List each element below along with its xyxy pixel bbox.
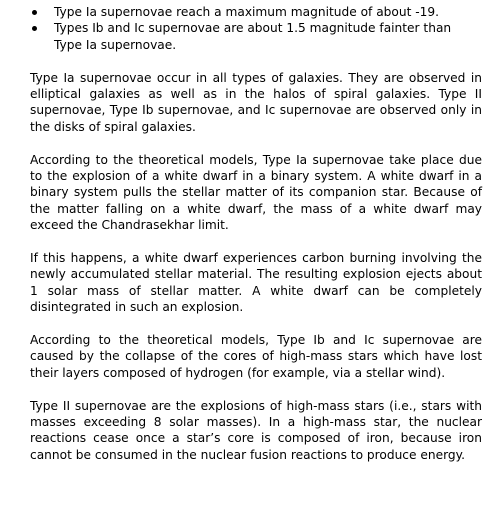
paragraph-type-ib-ic-models: According to the theoretical models, Type Ib and Ic supernovae are caused by the collapse of the cores of high-mass stars which have lost their layers composed of hydrogen (for example, via a stellar wind). (30, 333, 482, 380)
bullet-text: Types Ib and Ic supernovae are about 1.5 magnitude fainter than Type Ia supernovae. (54, 21, 452, 52)
paragraph-galaxy-types: Type Ia supernovae occur in all types of galaxies. They are observed in elliptical galaxies as well as in the halos of spiral galaxies. Type II supernovae, Type Ib supernovae, and Ic supernovae are observed only in the disks of spiral galaxies. (30, 70, 482, 134)
paragraph-type-ia-models: According to the theoretical models, Type Ia supernovae take place due to the explosion of a white dwarf in a binary system. A white dwarf in a binary system pulls the stellar matter of its companion star. Because of the matter falling on a white dwarf, the mass of a white dwarf may exceed the Chandrasekhar limit. (30, 152, 482, 233)
paragraph-type-ii: Type II supernovae are the explosions of high-mass stars (i.e., stars with masses exceeding 8 solar masses). In a high-mass star, the nuclear reactions cease once a star’s core is composed of iron, because iron cannot be consumed in the nuclear fusion reactions to produce energy. (30, 398, 482, 462)
bullet-text: Type Ia supernovae reach a maximum magnitude of about -19. (54, 5, 440, 19)
bullet-item (54, 20, 482, 53)
bullet-item (54, 4, 482, 20)
bullet-icon (32, 10, 37, 15)
bullet-icon (32, 26, 37, 31)
paragraph-carbon-burning: If this happens, a white dwarf experiences carbon burning involving the newly accumulated stellar material. The resulting explosion ejects about 1 solar mass of stellar matter. A white dwarf can be completely disintegrated in such an explosion. (30, 251, 482, 315)
bullet-list (30, 4, 482, 53)
